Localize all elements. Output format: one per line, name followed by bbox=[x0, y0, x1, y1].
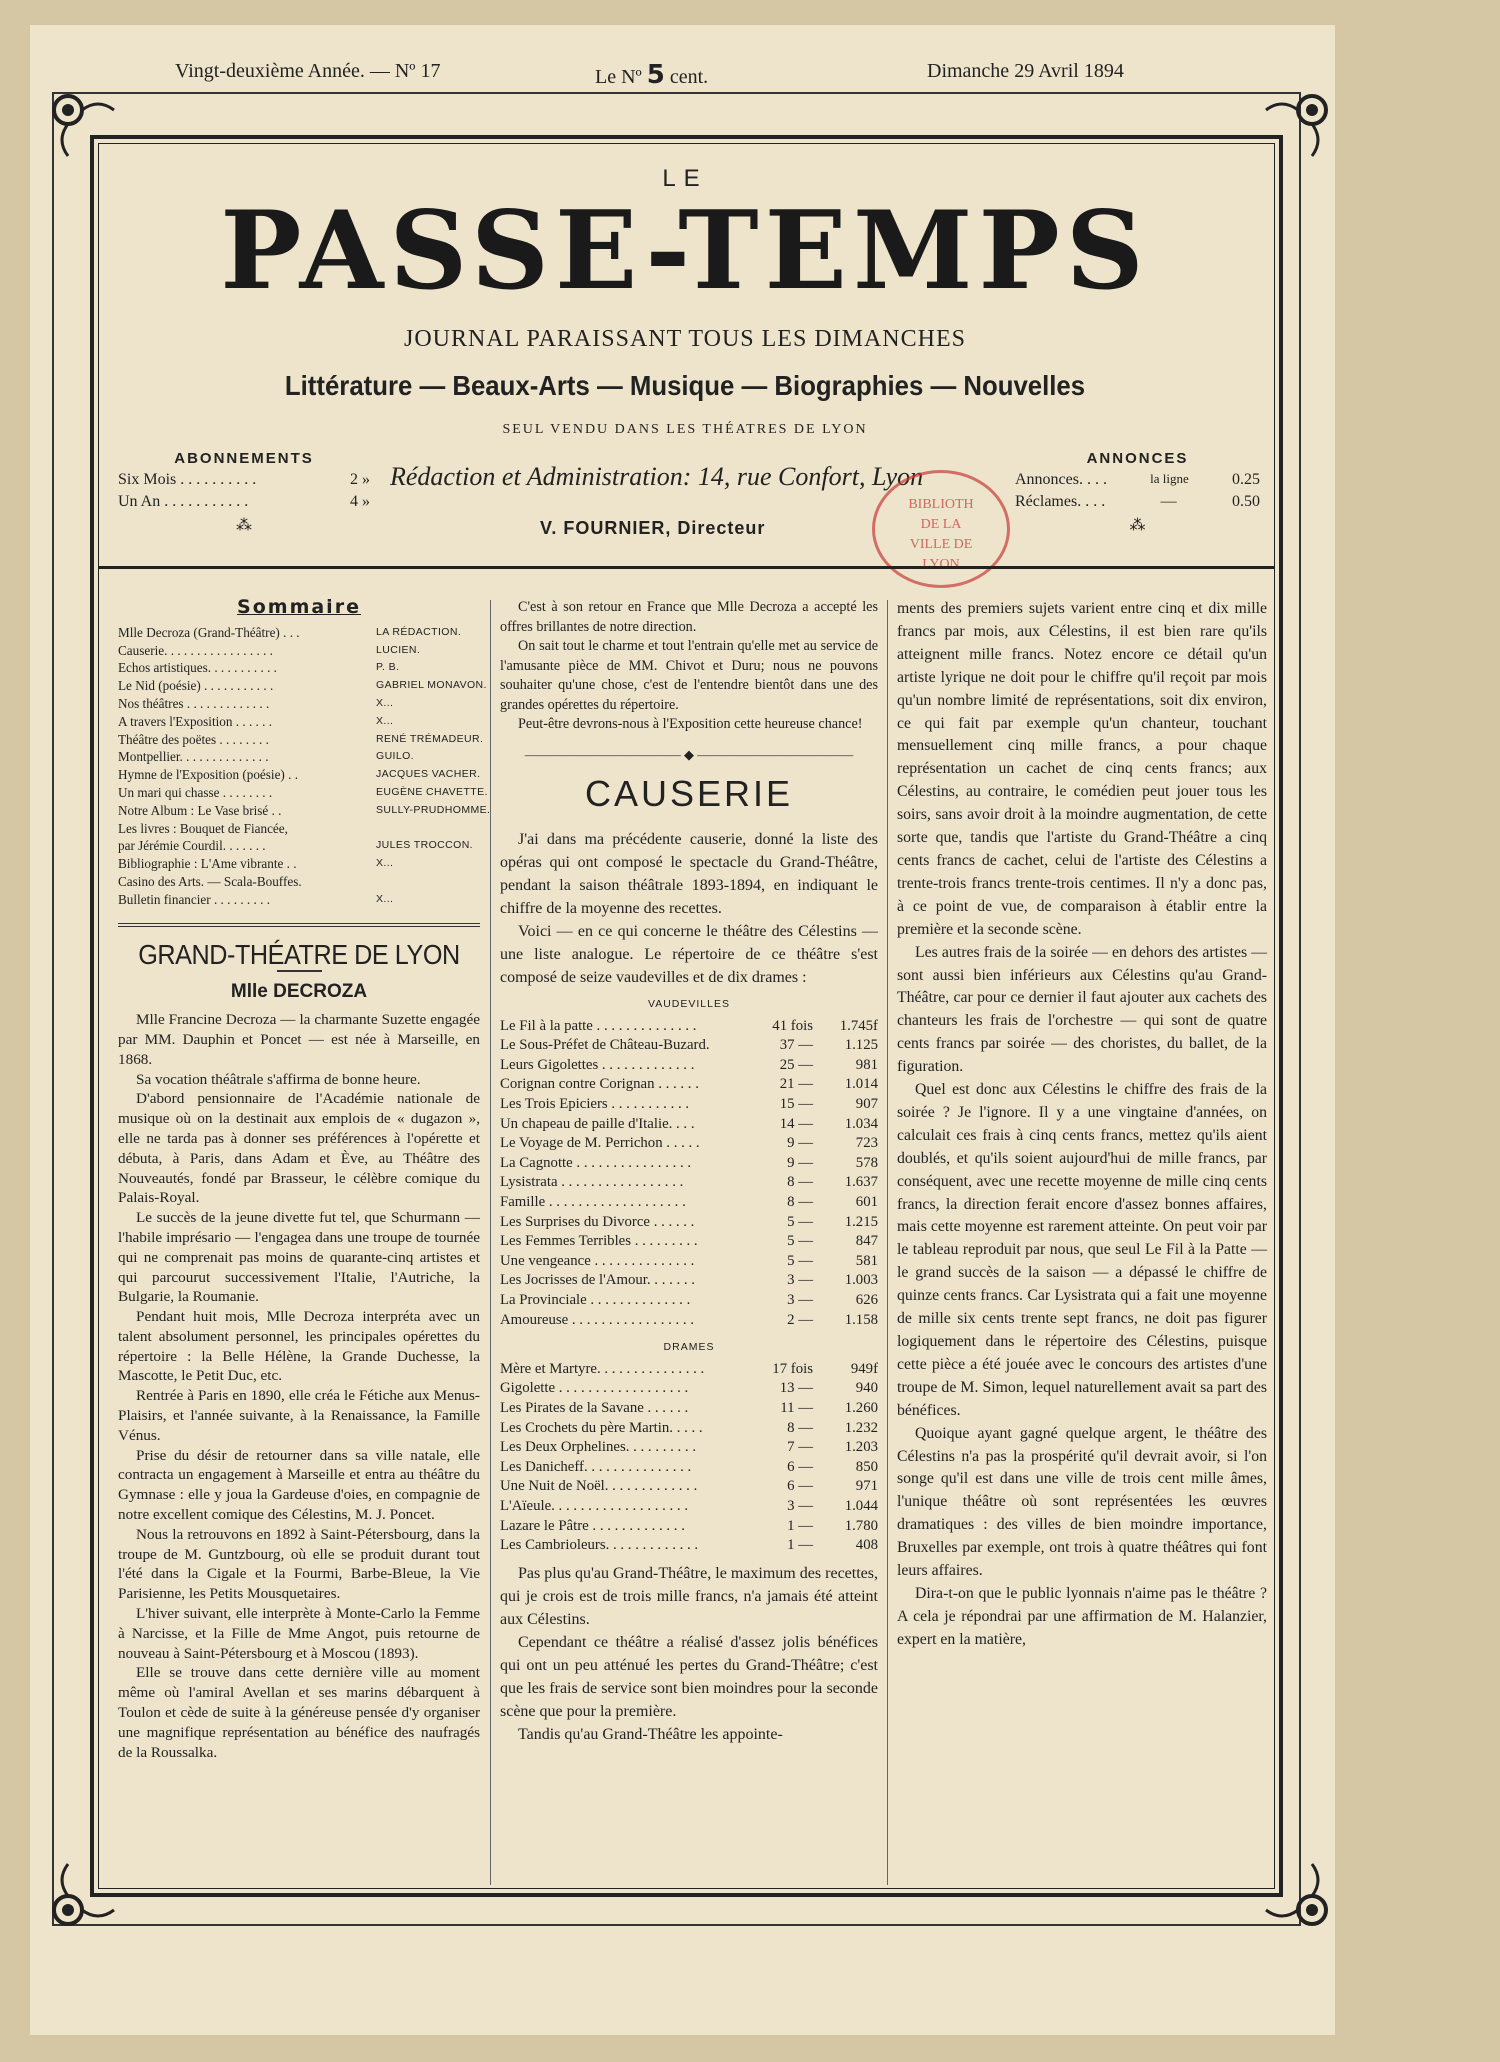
table-row bbox=[500, 1379, 878, 1399]
sommaire-author: LA RÉDACTION. bbox=[376, 625, 462, 638]
table-row bbox=[500, 1173, 878, 1193]
sommaire-entry: Montpellier. . . . . . . . . . . . . . bbox=[118, 749, 269, 765]
table-heading: VAUDEVILLES bbox=[647, 998, 730, 1011]
sommaire-item bbox=[118, 784, 488, 802]
paragraph: Tandis qu'au Grand-Théâtre les appointe- bbox=[518, 1725, 783, 1743]
article-continuation bbox=[500, 598, 878, 735]
masthead-note: SEUL VENDU DANS LES THÉATRES DE LYON bbox=[502, 422, 868, 437]
sommaire-entry: Notre Album : Le Vase brisé . . bbox=[118, 802, 282, 818]
sommaire-item bbox=[118, 873, 480, 891]
title-rule bbox=[277, 970, 322, 972]
play-title: Les Jocrisses de l'Amour. . . . . . . bbox=[500, 1272, 696, 1289]
sommaire-author: X... bbox=[376, 892, 394, 905]
sommaire-item bbox=[118, 837, 480, 855]
table-row bbox=[500, 1271, 878, 1291]
column-rule bbox=[887, 600, 888, 1885]
average-receipts: 1.014 bbox=[844, 1076, 878, 1093]
table-row bbox=[500, 1154, 878, 1174]
masthead-topics: Littérature — Beaux-Arts — Musique — Biographies — Nouvelles bbox=[284, 370, 1086, 401]
performances: 1 — bbox=[787, 1517, 813, 1534]
play-title: Le Fil à la patte . . . . . . . . . . . . . . bbox=[500, 1017, 697, 1034]
performances: 8 — bbox=[787, 1419, 813, 1436]
paragraph: Mlle Francine Decroza — la charmante Suzette engagée par MM. Dauphin et Poncet — est née à Marseille, en 1868. bbox=[118, 1011, 480, 1068]
play-title: Lysistrata . . . . . . . . . . . . . . . . . bbox=[500, 1174, 684, 1191]
paragraph: Quel est donc aux Célestins le chiffre des frais de la soirée ? Je l'ignore. Il y a une vingtaine d'années, on calculait ces frais à cinq cents francs, mettez qu'ils aient doublés, et qu'ils soient aujourd'hui de mille francs, par conséquent, avec une recette moyenne de mille cinq cents francs, la direction ferait encore d'assez bonnes affaires, mais cette moyenne est rarement atteinte. On peut voir par le tableau reproduit par nous, que seul Le Fil à la Patte — le grand succès de la saison — a dépassé le chiffre de quinze cents francs. Car Lysistrata qui a fait une moyenne de mille six cents trente sept francs, ne doit pas figurer logiquement dans le répertoire des Célestins, puisque cette pièce a été jouée avec le concours des artistes d'une troupe de M. Simon, lequel naturellement avait sa part des bénéfices. bbox=[897, 1081, 1267, 1419]
average-receipts: 1.260 bbox=[844, 1399, 878, 1416]
corner-ornament-icon bbox=[48, 90, 118, 160]
play-title: Les Danicheff. . . . . . . . . . . . . . . bbox=[500, 1458, 692, 1475]
abonnements-box bbox=[118, 450, 370, 535]
sommaire-entry: Bulletin financier . . . . . . . . . bbox=[118, 891, 270, 907]
play-title: Mère et Martyre. . . . . . . . . . . . . . . bbox=[500, 1360, 705, 1377]
average-receipts: 1.637 bbox=[844, 1174, 878, 1191]
article-title: GRAND-THÉATRE DE LYON bbox=[138, 938, 460, 970]
performances: 15 — bbox=[779, 1096, 813, 1113]
average-receipts: 850 bbox=[855, 1458, 878, 1475]
table-row bbox=[500, 1252, 878, 1272]
annonce-row: Annonces. . . . la ligne 0.25 bbox=[1015, 471, 1260, 488]
play-title: Les Pirates de la Savane . . . . . . bbox=[500, 1399, 689, 1416]
annonces-heading: ANNONCES bbox=[1086, 450, 1189, 467]
sommaire-entry: par Jérémie Courdil. . . . . . . bbox=[118, 838, 266, 854]
masthead-title: PASSE-TEMPS bbox=[220, 188, 1150, 314]
performances: 11 — bbox=[780, 1399, 813, 1416]
play-title: Gigolette . . . . . . . . . . . . . . . . . . bbox=[500, 1380, 689, 1397]
performances: 6 — bbox=[787, 1478, 813, 1495]
table-row bbox=[500, 1036, 878, 1056]
paragraph: D'abord pensionnaire de l'Académie nationale de musique où on la destinait aux emplois de « dugazon », elle ne tarda pas à donner ses préférences à l'opérette et débuta, à Paris, dans Adam et Ève, au Théâtre des Nouveautés, fondé par Brasseur, le célèbre comique du Palais-Royal. bbox=[118, 1090, 480, 1207]
causerie-intro bbox=[500, 828, 878, 989]
fleuron-icon: ⁂ bbox=[1129, 517, 1146, 534]
redaction-address: Rédaction et Administration: 14, rue Confort, Lyon bbox=[390, 462, 924, 491]
table-row bbox=[500, 1017, 878, 1037]
play-title: Le Sous-Préfet de Château-Buzard. bbox=[500, 1037, 710, 1054]
paragraph: Dira-t-on que le public lyonnais n'aime pas le théâtre ? A cela je répondrai par une affirmation de M. Halanzier, expert en la matière, bbox=[897, 1584, 1267, 1648]
table-row bbox=[500, 1075, 878, 1095]
performances: 5 — bbox=[787, 1213, 813, 1230]
paragraph: Rentrée à Paris en 1890, elle créa le Fétiche aux Menus-Plaisirs, et l'année suivante, à la Renaissance, la Famille Vénus. bbox=[118, 1387, 480, 1444]
paragraph: Quoique ayant gagné quelque argent, le théâtre des Célestins n'a pas la prospérité qu'il devrait avoir, si l'on songe qu'il est dans une ville de trois cent mille âmes, l'unique théâtre où sont représentées les œuvres dramatiques : des villes de bien moindre importance, Bruxelles par exemple, ont trois à quatre théâtres qui font leurs affaires. bbox=[897, 1424, 1267, 1580]
average-receipts: 723 bbox=[855, 1135, 878, 1152]
abonnement-row: Six Mois . . . . . . . . . . 2 » bbox=[118, 471, 370, 488]
fleuron-icon: ⁂ bbox=[236, 517, 252, 534]
performances: 5 — bbox=[787, 1233, 813, 1250]
performances: 8 — bbox=[787, 1174, 813, 1191]
table-row bbox=[500, 1497, 878, 1517]
paragraph: Peut-être devrons-nous à l'Exposition cette heureuse chance! bbox=[518, 716, 863, 732]
table-row bbox=[500, 1056, 878, 1076]
performances: 8 — bbox=[787, 1194, 813, 1211]
table-row bbox=[500, 1517, 878, 1537]
sommaire-item bbox=[118, 695, 480, 713]
play-title: Les Trois Epiciers . . . . . . . . . . . bbox=[500, 1096, 690, 1113]
paragraph: Voici — en ce qui concerne le théâtre des Célestins — une liste analogue. Le répertoire de ce théâtre s'est composé de seize vaudevilles et de dix drames : bbox=[500, 923, 878, 987]
sommaire-author: RENÉ TRÉMADEUR. bbox=[376, 732, 484, 745]
sommaire-item bbox=[118, 659, 480, 677]
footer-rule bbox=[98, 1893, 1275, 1895]
sommaire-author: X... bbox=[376, 857, 394, 870]
table-row bbox=[500, 1536, 878, 1556]
sommaire-author: EUGÈNE CHAVETTE. bbox=[376, 785, 488, 798]
table-row bbox=[500, 1232, 878, 1252]
sommaire-entry: Mlle Decroza (Grand-Théâtre) . . . bbox=[118, 624, 300, 640]
sommaire-entry: A travers l'Exposition . . . . . . bbox=[118, 713, 273, 729]
paragraph: Le succès de la jeune divette fut tel, que Schurmann — l'habile imprésario — l'engagea dans une troupe de tournée qui ne comprenait pas moins de quarante-cinq artistes et qui parcourut successivement l'Italie, l'Autriche, la Bulgarie, la Roumanie. bbox=[118, 1209, 480, 1306]
performances: 21 — bbox=[779, 1076, 813, 1093]
column-2 bbox=[500, 598, 878, 1746]
sommaire-author: SULLY-PRUDHOMME. bbox=[376, 803, 491, 816]
performances: 9 — bbox=[787, 1154, 813, 1171]
average-receipts: 601 bbox=[855, 1194, 878, 1211]
annonces-box bbox=[1015, 450, 1260, 535]
paragraph: Nous la retrouvons en 1892 à Saint-Pétersbourg, dans la troupe de M. Guntzbourg, où elle se produit durant tout l'été dans la Cigale et la Fourmi, Barbe-Bleue, la Vie Parisienne, les Petits Mousquetaires. bbox=[118, 1525, 480, 1603]
average-receipts: 626 bbox=[855, 1292, 878, 1308]
sommaire-item bbox=[118, 891, 480, 909]
performances: 13 — bbox=[779, 1380, 813, 1397]
causerie-title: CAUSERIE bbox=[584, 773, 794, 815]
abonnements-heading: ABONNEMENTS bbox=[174, 450, 314, 467]
vaudevilles-table bbox=[500, 995, 878, 1556]
sommaire-item bbox=[118, 855, 480, 873]
sommaire-entry: Un mari qui chasse . . . . . . . . bbox=[118, 784, 273, 800]
performances: 9 — bbox=[787, 1135, 813, 1152]
average-receipts: 1.232 bbox=[844, 1419, 878, 1436]
performances: 2 — bbox=[787, 1311, 813, 1328]
divider-diamond-icon: ———————————— ◆ ———————————— bbox=[524, 746, 854, 762]
sommaire-entry: Casino des Arts. — Scala-Bouffes. bbox=[118, 873, 302, 889]
performances: 37 — bbox=[779, 1037, 813, 1054]
table-row bbox=[500, 1477, 878, 1497]
average-receipts: 1.044 bbox=[844, 1497, 878, 1514]
paragraph: Sa vocation théâtrale s'affirma de bonne heure. bbox=[136, 1070, 421, 1088]
play-title: Une vengeance . . . . . . . . . . . . . . bbox=[500, 1252, 695, 1269]
issue-date: Dimanche 29 Avril 1894 bbox=[927, 60, 1124, 82]
average-receipts: 940 bbox=[855, 1380, 878, 1397]
issue-price: Le Nº 5 cent. bbox=[595, 60, 709, 90]
paragraph: Pendant huit mois, Mlle Decroza interpréta avec un talent absolument personnel, les principales opérettes du répertoire : la Belle Hélène, la Grande Duchesse, la Mascotte, le Petit Duc, etc. bbox=[118, 1308, 480, 1385]
sommaire-entry: Théâtre des poëtes . . . . . . . . bbox=[118, 731, 269, 747]
paragraph: Pas plus qu'au Grand-Théâtre, le maximum des recettes, qui je crois est de trois mille francs, n'a jamais été atteint aux Célestins. bbox=[500, 1564, 878, 1628]
sommaire-entry: Nos théâtres . . . . . . . . . . . . . bbox=[118, 695, 270, 711]
performances: 6 — bbox=[787, 1458, 813, 1475]
performances: 3 — bbox=[787, 1292, 813, 1308]
sommaire-item bbox=[118, 748, 480, 766]
average-receipts: 581 bbox=[855, 1252, 878, 1269]
sommaire-author: LUCIEN. bbox=[376, 643, 421, 656]
table-row bbox=[500, 1399, 878, 1419]
sommaire-item bbox=[118, 642, 480, 660]
sommaire-title: Sommaire bbox=[237, 596, 361, 618]
performances: 17 fois bbox=[772, 1360, 813, 1377]
average-receipts: 1.003 bbox=[844, 1272, 878, 1289]
sommaire-item bbox=[118, 713, 480, 731]
paragraph: Prise du désir de retourner dans sa ville natale, elle contracta un engagement à Marseille et entra au théâtre du Gymnase : elle y joua la Gardeuse d'oies, en compagnie de notre excellent comique des Célestins, M. J. Poncet. bbox=[118, 1446, 480, 1524]
table-row bbox=[500, 1419, 878, 1439]
performances: 14 — bbox=[779, 1115, 813, 1132]
table-row bbox=[500, 1213, 878, 1233]
column-rule bbox=[490, 600, 491, 1885]
corner-ornament-icon bbox=[48, 1860, 118, 1930]
sommaire-author: P. B. bbox=[376, 661, 400, 674]
average-receipts: 1.745f bbox=[839, 1017, 878, 1034]
average-receipts: 1.215 bbox=[844, 1213, 878, 1230]
average-receipts: 408 bbox=[855, 1537, 878, 1554]
sommaire-author: GABRIEL MONAVON. bbox=[376, 679, 487, 692]
performances: 25 — bbox=[779, 1056, 813, 1073]
play-title: Les Femmes Terribles . . . . . . . . . bbox=[500, 1233, 698, 1250]
average-receipts: 847 bbox=[855, 1233, 878, 1250]
play-title: Les Deux Orphelines. . . . . . . . . . bbox=[500, 1439, 697, 1456]
performances: 3 — bbox=[787, 1272, 813, 1289]
play-title: Les Surprises du Divorce . . . . . . bbox=[500, 1213, 695, 1230]
table-heading: DRAMES bbox=[663, 1341, 715, 1354]
sommaire-item bbox=[118, 802, 491, 820]
performances: 5 — bbox=[787, 1252, 813, 1269]
sommaire-list bbox=[118, 624, 491, 909]
sommaire-entry: Les livres : Bouquet de Fiancée, bbox=[118, 820, 288, 836]
paragraph: C'est à son retour en France que Mlle Decroza a accepté les offres brillantes de notre direction. bbox=[500, 599, 878, 635]
table-row bbox=[500, 1095, 878, 1115]
play-title: Une Nuit de Noël. . . . . . . . . . . . . bbox=[500, 1478, 698, 1495]
play-title: Lazare le Pâtre . . . . . . . . . . . . . bbox=[500, 1517, 685, 1534]
sommaire-item bbox=[118, 731, 484, 749]
abonnement-row: Un An . . . . . . . . . . . 4 » bbox=[118, 493, 370, 510]
play-title: Famille . . . . . . . . . . . . . . . . . . . bbox=[500, 1194, 686, 1211]
play-title: L'Aïeule. . . . . . . . . . . . . . . . . . . bbox=[500, 1497, 689, 1514]
causerie-body bbox=[500, 1562, 878, 1746]
director: V. FOURNIER, Directeur bbox=[540, 518, 766, 538]
column-1 bbox=[118, 596, 491, 1762]
average-receipts: 949f bbox=[850, 1360, 878, 1377]
paragraph: Les autres frais de la soirée — en dehors des artistes — sont aussi bien inférieurs aux Célestins qu'au Grand-Théâtre, car pour ce dernier il faut ajouter aux cachets des chanteurs les frais de l'orchestre — qui sont de quatre cents francs par soirée — des choristes, du ballet, de la figuration. bbox=[897, 943, 1267, 1076]
performances: 1 — bbox=[787, 1537, 813, 1554]
average-receipts: 1.125 bbox=[844, 1037, 878, 1054]
masthead-subtitle: JOURNAL PARAISSANT TOUS LES DIMANCHES bbox=[404, 326, 966, 352]
sommaire-item bbox=[118, 624, 480, 642]
corner-ornament-icon bbox=[1262, 1860, 1332, 1930]
sommaire-author: JULES TROCCON. bbox=[376, 839, 474, 852]
paragraph: Cependant ce théâtre a réalisé d'assez jolis bénéfices qui ont un peu atténué les pertes du Grand-Théâtre; c'est que les frais de service sont bien moindres pour la seconde scène que pour la première. bbox=[500, 1633, 878, 1720]
performances: 41 fois bbox=[772, 1017, 813, 1034]
average-receipts: 1.203 bbox=[844, 1439, 878, 1456]
sommaire-item bbox=[118, 820, 480, 838]
play-title: Corignan contre Corignan . . . . . . bbox=[500, 1076, 699, 1093]
table-row bbox=[500, 1438, 878, 1458]
sommaire-item bbox=[118, 766, 480, 784]
double-rule bbox=[118, 923, 480, 927]
play-title: Un chapeau de paille d'Italie. . . . bbox=[500, 1115, 695, 1132]
play-title: La Cagnotte . . . . . . . . . . . . . . . . bbox=[500, 1154, 692, 1171]
average-receipts: 578 bbox=[855, 1154, 878, 1171]
play-title: Leurs Gigolettes . . . . . . . . . . . . . bbox=[500, 1056, 695, 1073]
sommaire-author: X... bbox=[376, 714, 394, 727]
average-receipts: 1.158 bbox=[844, 1311, 878, 1328]
paragraph: Elle se trouve dans cette dernière ville au moment même où l'amiral Avellan et ses marins débarquent à Toulon et cède de suite à la généreuse pensée d'y organiser une magnifique représentation au bénéfice des naufragés de la Roussalka. bbox=[118, 1664, 480, 1761]
column-3 bbox=[897, 598, 1267, 1652]
paragraph: J'ai dans ma précédente causerie, donné la liste des opéras qui ont composé le spectacle du Grand-Théâtre, pendant la saison théâtrale 1893-1894, en indiquant le chiffre de la moyenne des recettes. bbox=[500, 831, 878, 918]
sommaire-entry: Hymne de l'Exposition (poésie) . . bbox=[118, 767, 299, 783]
masthead-le: LE bbox=[662, 165, 708, 192]
table-row bbox=[500, 1291, 878, 1311]
sommaire-author: JACQUES VACHER. bbox=[376, 768, 481, 781]
annonce-row: Réclames. . . . — 0.50 bbox=[1015, 493, 1260, 510]
table-row bbox=[500, 1134, 878, 1154]
table-row bbox=[500, 1458, 878, 1478]
average-receipts: 1.780 bbox=[844, 1517, 878, 1534]
play-title: Les Cambrioleurs. . . . . . . . . . . . . bbox=[500, 1537, 699, 1554]
sommaire-author: X... bbox=[376, 696, 394, 709]
average-receipts: 981 bbox=[855, 1056, 878, 1073]
article-subtitle: Mlle DECROZA bbox=[230, 981, 368, 1003]
table-row bbox=[500, 1311, 878, 1331]
sommaire-entry: Echos artistiques. . . . . . . . . . . bbox=[118, 660, 277, 676]
table-row bbox=[500, 1193, 878, 1213]
play-title: Le Voyage de M. Perrichon . . . . . bbox=[500, 1135, 700, 1152]
paragraph: L'hiver suivant, elle interprète à Monte-Carlo la Femme à Narcisse, et la Fille de Mme Angot, puis retourne de nouveau à Saint-Pétersbourg et à Moscou (1893). bbox=[118, 1605, 480, 1662]
sommaire-item bbox=[118, 677, 487, 695]
sommaire-entry: Bibliographie : L'Ame vibrante . . bbox=[118, 856, 297, 872]
table-row bbox=[500, 1115, 878, 1135]
library-stamp: BIBLIOTH DE LA VILLE DE LYON bbox=[872, 470, 1010, 588]
play-title: Amoureuse . . . . . . . . . . . . . . . . . bbox=[500, 1311, 694, 1328]
play-title: Les Crochets du père Martin. . . . . bbox=[500, 1419, 703, 1436]
sommaire-entry: Le Nid (poésie) . . . . . . . . . . . bbox=[118, 678, 274, 694]
sommaire-entry: Causerie. . . . . . . . . . . . . . . . . bbox=[118, 642, 273, 658]
average-receipts: 971 bbox=[855, 1478, 878, 1495]
paragraph: On sait tout le charme et tout l'entrain qu'elle met au service de l'amusante pièce de MM. Chivot et Duru; nous ne pouvons souhaiter qu'une chose, c'est de l'entendre bientôt dans une des grandes opérettes du répertoire. bbox=[500, 638, 878, 713]
article-body bbox=[118, 1010, 480, 1762]
paragraph: ments des premiers sujets varient entre cinq et dix mille francs par mois, aux Célestins, il est bien rare qu'ils atteignent mille francs. Notez encore ce détail qu'un artiste lyrique ne doit pour le chiffre qu'il reçoit par mois qu'un nombre limité de représentations, soit dix environ, ce qui fait par exemple qu'un chanteur, touchant mensuellement cinq mille francs, a pour chaque représentation un cachet de cinq cents francs; aux Célestins, au contraire, le comédien peut jouer tous les soirs, sans avoir droit à la moindre augmentation, de cette sorte que, tandis que l'artiste du Grand-Théâtre a cinq cents francs de cachet, celui de l'artiste des Célestins a trente-trois francs trente-trois centimes. Il n'y a donc pas, à ce point de vue, de comparaison à établir entre la première et la seconde scène. bbox=[897, 600, 1267, 938]
performances: 7 — bbox=[787, 1439, 813, 1456]
table-row bbox=[500, 1360, 878, 1380]
average-receipts: 907 bbox=[855, 1096, 878, 1113]
play-title: La Provinciale . . . . . . . . . . . . . . bbox=[500, 1292, 691, 1308]
issue-year: Vingt-deuxième Année. — Nº 17 bbox=[175, 60, 441, 82]
average-receipts: 1.034 bbox=[844, 1115, 878, 1132]
corner-ornament-icon bbox=[1262, 90, 1332, 160]
performances: 3 — bbox=[787, 1497, 813, 1514]
header-rule bbox=[98, 566, 1275, 569]
sommaire-author: GUILO. bbox=[376, 750, 414, 763]
